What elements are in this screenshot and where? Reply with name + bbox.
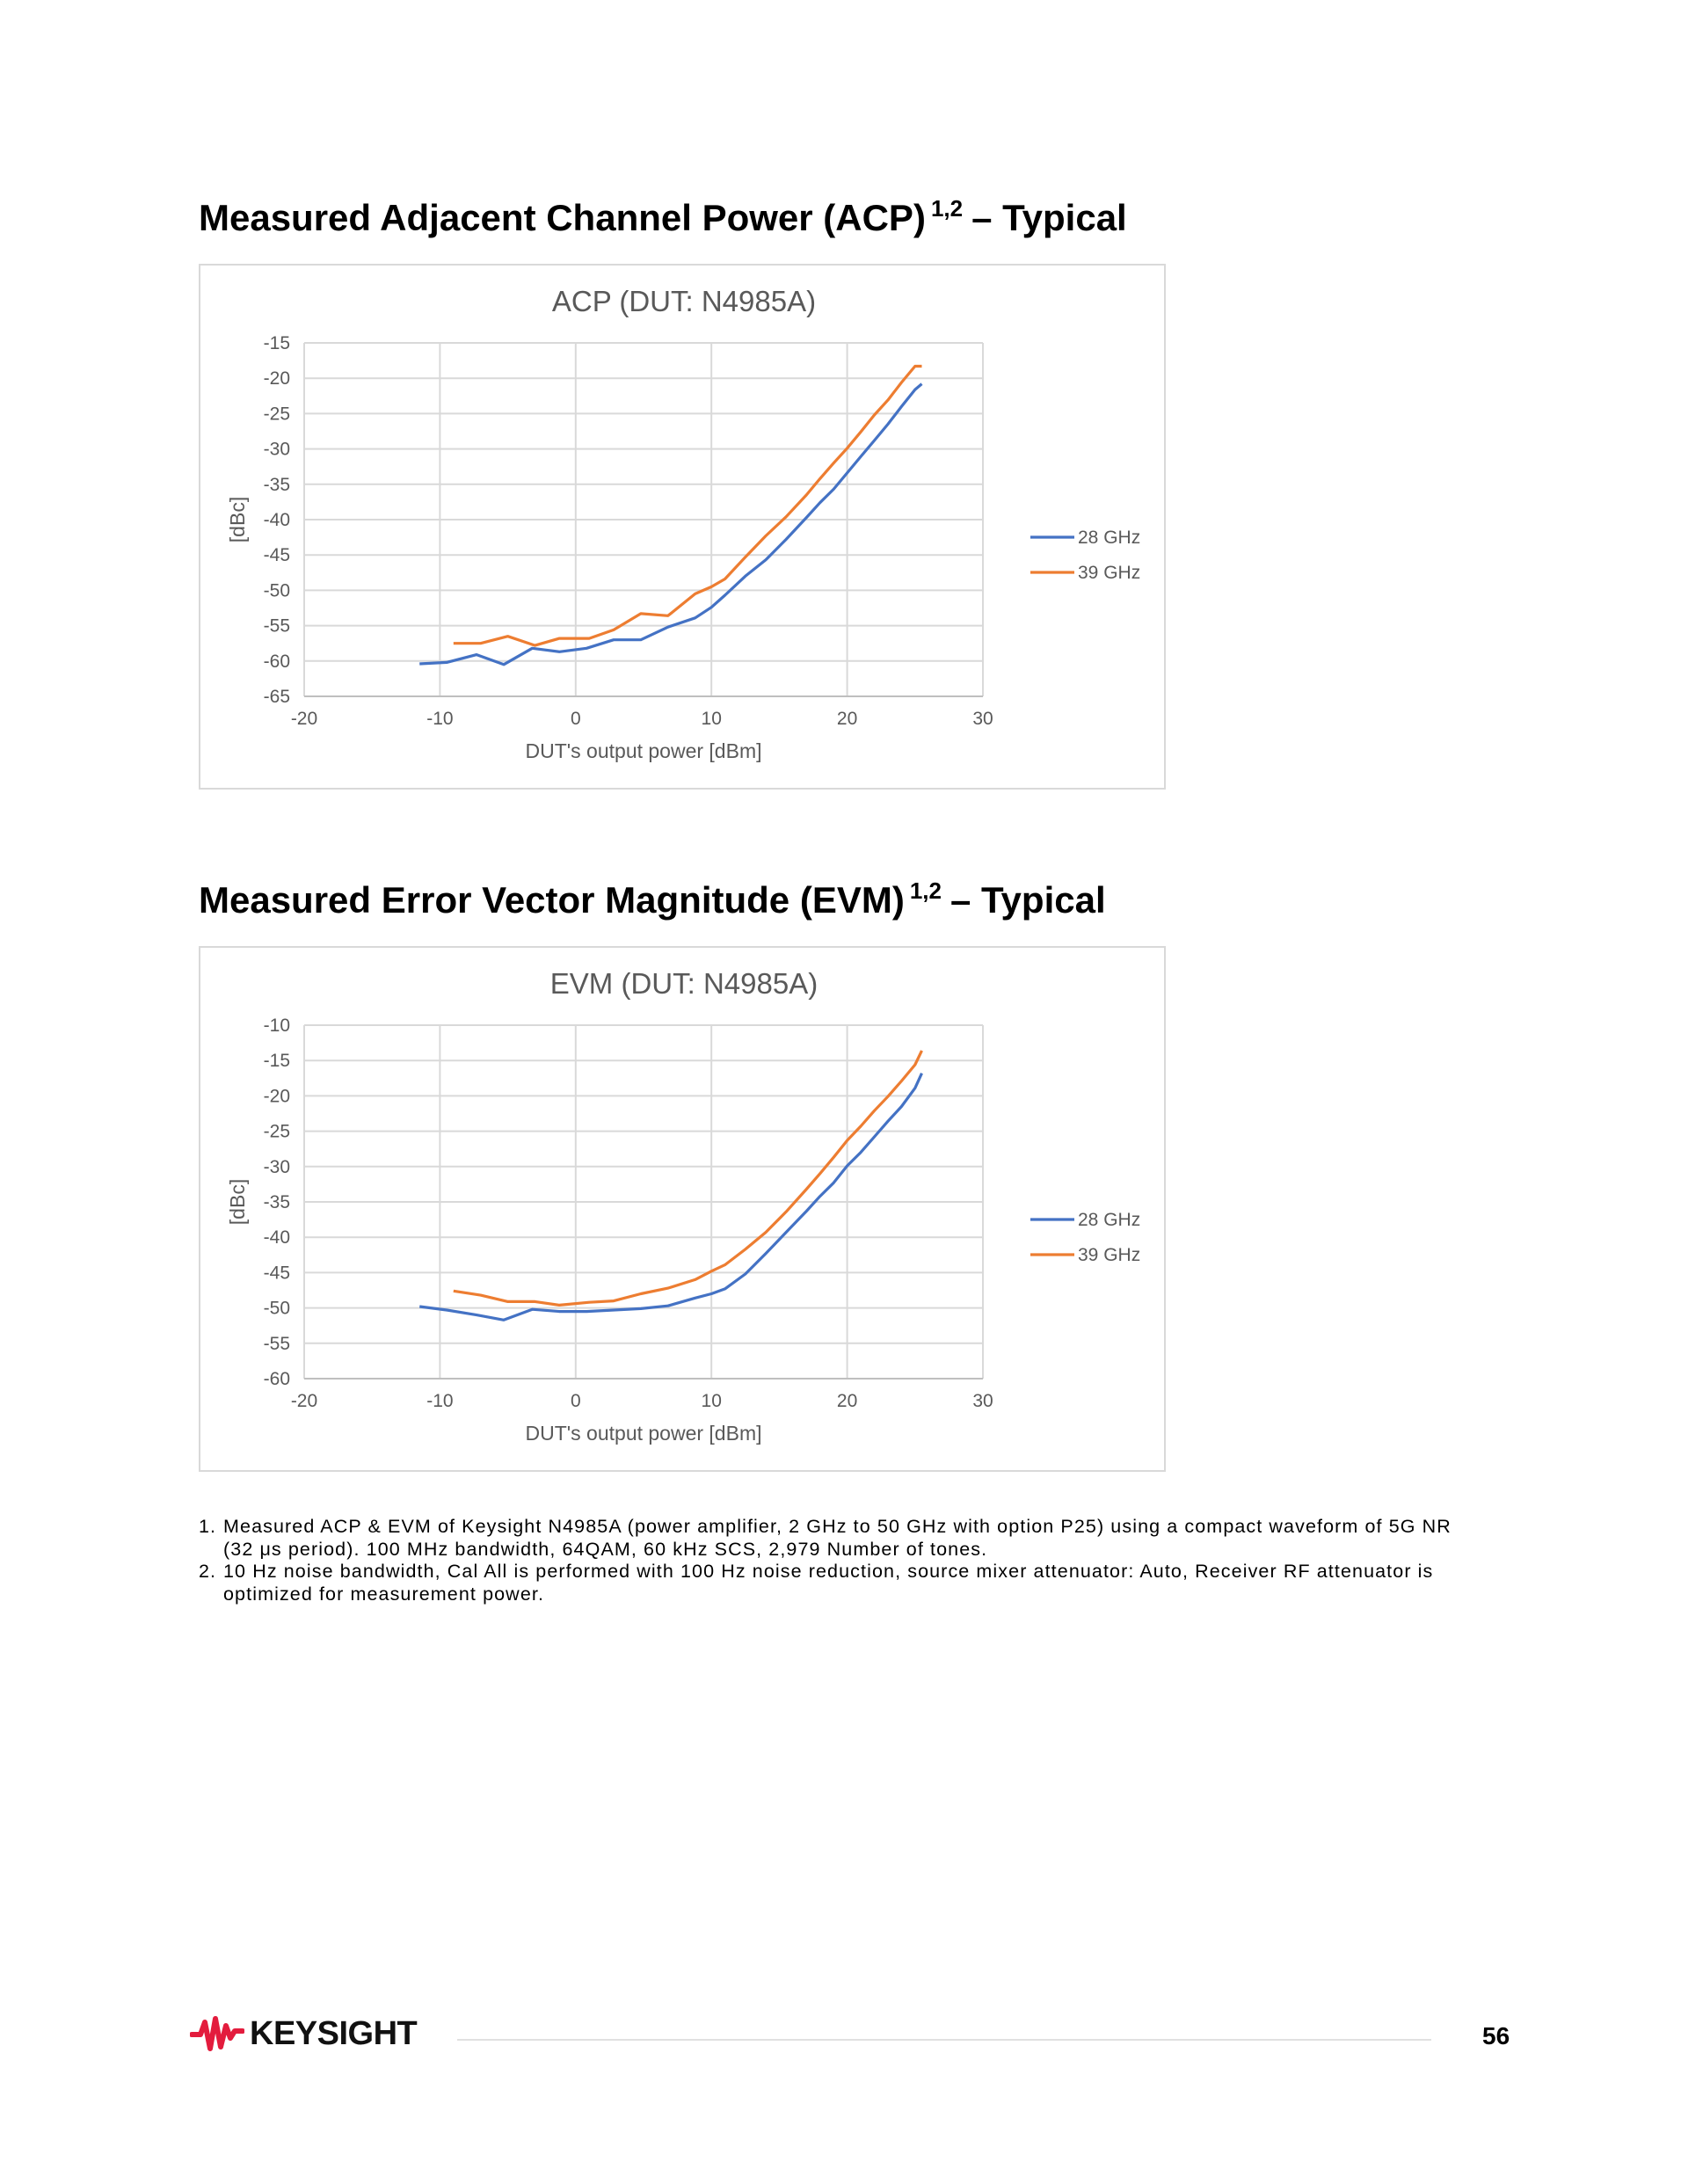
evm-section-title <box>199 879 1106 921</box>
y-tick-label: -20 <box>263 1086 290 1107</box>
y-tick-label: -35 <box>263 1192 290 1212</box>
y-tick-label: -40 <box>263 510 290 530</box>
y-tick-label: -60 <box>263 651 290 672</box>
footnotes <box>199 1516 1482 1605</box>
x-tick-label: -20 <box>290 1391 318 1411</box>
y-tick-label: -45 <box>263 545 290 566</box>
acp-chart-svg <box>200 266 1168 791</box>
y-tick-label: -50 <box>263 580 290 601</box>
footnote-1 <box>199 1516 1482 1561</box>
x-axis-label: DUT's output power [dBm] <box>525 1422 762 1445</box>
page-number: 56 <box>1482 2022 1510 2049</box>
x-tick-label: 30 <box>972 709 993 729</box>
evm-title-suffix: – Typical <box>950 879 1106 921</box>
y-tick-label: -15 <box>263 333 290 353</box>
x-tick-label: 20 <box>836 1391 858 1411</box>
y-tick-label: -10 <box>263 1016 290 1036</box>
y-tick-label: -40 <box>263 1227 290 1249</box>
y-tick-label: -50 <box>263 1298 290 1319</box>
y-tick-label: -65 <box>263 687 290 707</box>
y-tick-label: -55 <box>263 615 290 637</box>
keysight-pulse-icon <box>190 2013 244 2054</box>
footnote-number: 1. <box>199 1516 217 1537</box>
x-tick-label: -10 <box>426 1391 454 1411</box>
x-tick-label: 20 <box>836 709 858 729</box>
x-tick-label: 0 <box>570 709 581 729</box>
y-tick-label: -20 <box>263 368 290 389</box>
evm-chart-svg <box>200 948 1168 1474</box>
x-tick-label: 10 <box>701 1391 722 1411</box>
y-tick-label: -25 <box>263 1121 290 1142</box>
y-tick-label: -60 <box>263 1369 290 1389</box>
series-line-39-ghz <box>454 367 922 646</box>
y-tick-label: -35 <box>263 474 290 495</box>
acp-title-text: Measured Adjacent Channel Power (ACP) <box>199 197 926 238</box>
keysight-logo <box>190 2013 417 2054</box>
evm-title-text: Measured Error Vector Magnitude (EVM) <box>199 879 905 921</box>
acp-section-title <box>199 197 1127 239</box>
footnote-text: Measured ACP & EVM of Keysight N4985A (power amplifier, 2 GHz to 50 GHz with option P25) using a compact waveform of 5G NR (32 μs period). 100 MHz bandwidth, 64QAM, 60 kHz SCS, 2,979 Number of tones. <box>223 1516 1452 1560</box>
footnote-2 <box>199 1561 1482 1605</box>
x-tick-label: 0 <box>570 1391 581 1411</box>
x-tick-label: 30 <box>972 1391 993 1411</box>
x-tick-label: -10 <box>426 709 454 729</box>
x-tick-label: 10 <box>701 709 722 729</box>
acp-title-suffix: – Typical <box>971 197 1127 238</box>
y-tick-label: -30 <box>263 1156 290 1177</box>
footnote-text: 10 Hz noise bandwidth, Cal All is performed with 100 Hz noise reduction, source mixer attenuator: Auto, Receiver RF attenuator is optimized for measurement power. <box>223 1561 1434 1605</box>
y-tick-label: -30 <box>263 439 290 460</box>
evm-chart <box>199 946 1166 1472</box>
keysight-logo-text: KEYSIGHT <box>250 2014 418 2052</box>
footer-divider <box>457 2039 1431 2041</box>
legend-label: 28 GHz <box>1078 528 1141 548</box>
x-tick-label: -20 <box>290 709 318 729</box>
acp-title-superscript: 1,2 <box>930 195 964 222</box>
footnote-number: 2. <box>199 1561 217 1582</box>
y-tick-label: -25 <box>263 404 290 425</box>
y-axis-label: [dBc] <box>226 1178 249 1226</box>
y-tick-label: -45 <box>263 1263 290 1284</box>
legend-label: 39 GHz <box>1078 1245 1141 1265</box>
evm-title-superscript: 1,2 <box>909 877 942 904</box>
y-axis-label: [dBc] <box>226 496 249 543</box>
y-tick-label: -55 <box>263 1333 290 1354</box>
legend-label: 28 GHz <box>1078 1210 1141 1230</box>
legend-label: 39 GHz <box>1078 563 1141 583</box>
series-line-39-ghz <box>454 1051 922 1306</box>
acp-chart <box>199 264 1166 790</box>
y-tick-label: -15 <box>263 1051 290 1072</box>
x-axis-label: DUT's output power [dBm] <box>525 739 762 762</box>
chart-title: EVM (DUT: N4985A) <box>549 967 819 1000</box>
chart-title: ACP (DUT: N4985A) <box>551 285 817 317</box>
